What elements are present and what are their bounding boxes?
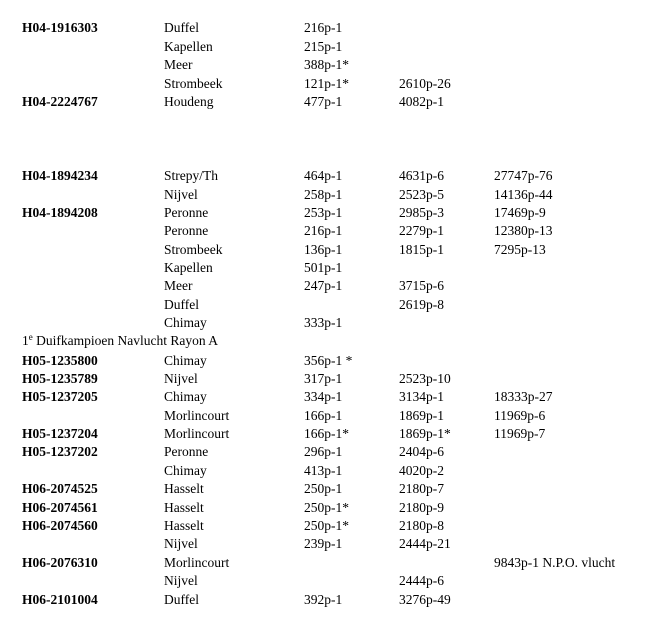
race-location: Kapellen [164, 260, 213, 275]
result-row [0, 167, 665, 185]
result-2: 4631p-6 [399, 168, 444, 183]
ring-number: H04-2224767 [22, 94, 98, 109]
result-row [0, 19, 665, 37]
result-3: 11969p-7 [494, 426, 546, 441]
result-3: 18333p-27 [494, 389, 553, 404]
result-row [0, 370, 665, 388]
result-1: 334p-1 [304, 389, 343, 404]
result-2: 2619p-8 [399, 297, 444, 312]
result-2: 2279p-1 [399, 223, 444, 238]
result-row [0, 204, 665, 222]
race-location: Duffel [164, 592, 199, 607]
champion-note-rank: 1 [22, 333, 29, 348]
ring-number: H04-1894234 [22, 168, 98, 183]
result-1: 413p-1 [304, 463, 343, 478]
race-location: Morlincourt [164, 555, 230, 570]
race-location: Duffel [164, 20, 199, 35]
result-2: 2610p-26 [399, 76, 451, 91]
result-1: 392p-1 [304, 592, 343, 607]
result-row [0, 572, 665, 590]
result-row [0, 241, 665, 259]
result-2: 2985p-3 [399, 205, 444, 220]
result-row [0, 443, 665, 461]
result-row [0, 296, 665, 314]
result-row [0, 93, 665, 111]
result-row [0, 480, 665, 498]
result-1: 216p-1 [304, 20, 343, 35]
race-location: Strombeek [164, 76, 223, 91]
result-1: 333p-1 [304, 315, 343, 330]
race-location: Nijvel [164, 536, 198, 551]
result-2: 1815p-1 [399, 242, 444, 257]
result-3: 9843p-1 N.P.O. vlucht [494, 555, 616, 570]
result-row [0, 462, 665, 480]
race-location: Chimay [164, 353, 207, 368]
ring-number: H06-2074525 [22, 481, 98, 496]
champion-note-ordinal: e [28, 332, 33, 342]
result-row [0, 314, 665, 332]
race-location: Nijvel [164, 187, 198, 202]
result-1: 216p-1 [304, 223, 343, 238]
ring-number: H06-2074561 [22, 500, 98, 515]
race-location: Nijvel [164, 573, 198, 588]
result-2: 3276p-49 [399, 592, 451, 607]
result-1: 388p-1* [304, 57, 349, 72]
ring-number: H05-1237204 [22, 426, 98, 441]
race-location: Chimay [164, 463, 207, 478]
result-2: 4020p-2 [399, 463, 444, 478]
result-1: 121p-1* [304, 76, 349, 91]
result-row [0, 259, 665, 277]
race-location: Morlincourt [164, 408, 230, 423]
result-1: 136p-1 [304, 242, 343, 257]
race-location: Nijvel [164, 371, 198, 386]
result-row [0, 425, 665, 443]
result-1: 239p-1 [304, 536, 343, 551]
race-location: Strepy/Th [164, 168, 218, 183]
result-row [0, 222, 665, 240]
race-location: Meer [164, 278, 193, 293]
result-1: 296p-1 [304, 444, 343, 459]
result-2: 1869p-1 [399, 408, 444, 423]
result-1: 250p-1 [304, 481, 343, 496]
champion-note-text: Duifkampioen Navlucht Rayon A [32, 333, 218, 348]
result-3: 14136p-44 [494, 187, 553, 202]
race-location: Hasselt [164, 481, 204, 496]
result-2: 2180p-8 [399, 518, 444, 533]
result-1: 250p-1* [304, 500, 349, 515]
result-2: 2444p-21 [399, 536, 451, 551]
result-1: 317p-1 [304, 371, 343, 386]
result-1: 250p-1* [304, 518, 349, 533]
race-location: Peronne [164, 444, 209, 459]
race-location: Morlincourt [164, 426, 230, 441]
result-1: 464p-1 [304, 168, 343, 183]
result-2: 2180p-7 [399, 481, 444, 496]
result-2: 3134p-1 [399, 389, 444, 404]
result-1: 477p-1 [304, 94, 343, 109]
ring-number: H05-1237205 [22, 389, 98, 404]
champion-note [22, 332, 218, 350]
result-2: 2404p-6 [399, 444, 444, 459]
race-location: Kapellen [164, 39, 213, 54]
result-row [0, 186, 665, 204]
ring-number: H05-1237202 [22, 444, 98, 459]
result-2: 2444p-6 [399, 573, 444, 588]
ring-number: H06-2074560 [22, 518, 98, 533]
result-1: 247p-1 [304, 278, 343, 293]
result-1: 166p-1* [304, 426, 349, 441]
result-2: 2523p-5 [399, 187, 444, 202]
result-row [0, 56, 665, 74]
result-row [0, 277, 665, 295]
result-row [0, 591, 665, 609]
result-row [0, 38, 665, 56]
race-location: Meer [164, 57, 193, 72]
result-row [0, 554, 665, 572]
result-row [0, 352, 665, 370]
ring-number: H05-1235789 [22, 371, 98, 386]
result-3: 12380p-13 [494, 223, 553, 238]
result-1: 258p-1 [304, 187, 343, 202]
result-1: 166p-1 [304, 408, 343, 423]
ring-number: H04-1916303 [22, 20, 98, 35]
result-1: 501p-1 [304, 260, 343, 275]
result-1: 356p-1 * [304, 353, 353, 368]
result-2: 3715p-6 [399, 278, 444, 293]
race-location: Duffel [164, 297, 199, 312]
ring-number: H05-1235800 [22, 353, 98, 368]
champion-note-row [0, 332, 665, 350]
result-1: 253p-1 [304, 205, 343, 220]
race-location: Strombeek [164, 242, 223, 257]
result-1: 215p-1 [304, 39, 343, 54]
result-row [0, 517, 665, 535]
result-2: 2523p-10 [399, 371, 451, 386]
ring-number: H04-1894208 [22, 205, 98, 220]
result-row [0, 407, 665, 425]
race-location: Chimay [164, 315, 207, 330]
ring-number: H06-2076310 [22, 555, 98, 570]
result-2: 2180p-9 [399, 500, 444, 515]
result-3: 11969p-6 [494, 408, 546, 423]
result-row [0, 535, 665, 553]
result-row [0, 75, 665, 93]
result-3: 17469p-9 [494, 205, 546, 220]
result-2: 1869p-1* [399, 426, 451, 441]
race-location: Peronne [164, 223, 209, 238]
result-row [0, 499, 665, 517]
race-location: Houdeng [164, 94, 214, 109]
race-location: Hasselt [164, 500, 204, 515]
result-row [0, 388, 665, 406]
ring-number: H06-2101004 [22, 592, 98, 607]
race-location: Peronne [164, 205, 209, 220]
result-3: 7295p-13 [494, 242, 546, 257]
result-3: 27747p-76 [494, 168, 553, 183]
result-2: 4082p-1 [399, 94, 444, 109]
race-location: Chimay [164, 389, 207, 404]
race-location: Hasselt [164, 518, 204, 533]
